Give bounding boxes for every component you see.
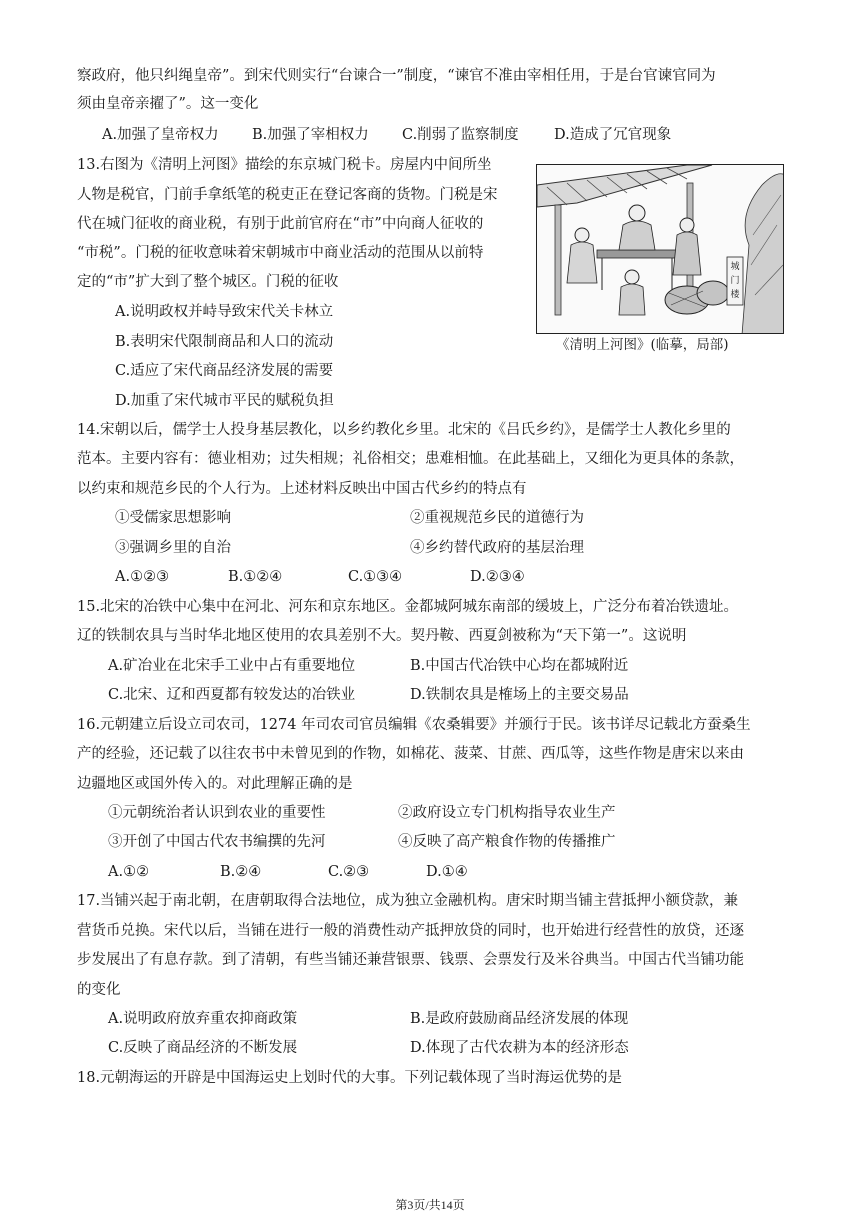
q12-stem-line-1: 察政府，他只纠绳皇帝”。到宋代则实行“台谏合一”制度，“谏官不准由宰相任用，于是台官谏官同为 (77, 68, 716, 84)
q16-stem-line-2: 产的经验，还记载了以往农书中未曾见到的作物，如棉花、菠菜、甘蔗、西瓜等，这些作物是唐宋以来由 (77, 746, 744, 762)
q13-stem-line-4: “市税”。门税的征收意味着宋朝城市中商业活动的范围从以前特 (77, 245, 484, 261)
q12-stem-line-2: 须由皇帝亲擢了”。这一变化 (77, 96, 259, 112)
q14-stem-line-3: 以约束和规范乡民的个人行为。上述材料反映出中国古代乡约的特点有 (77, 481, 527, 497)
qingming-painting-illustration (537, 165, 784, 334)
q18-stem-line-1: 18.元朝海运的开辟是中国海运史上划时代的大事。下列记载体现了当时海运优势的是 (77, 1070, 623, 1086)
q17-option-c: C.反映了商品经济的不断发展 (108, 1040, 298, 1056)
q14-option-a: A.①②③ (115, 569, 170, 585)
q15-option-b: B.中国古代冶铁中心均在都城附近 (410, 658, 629, 674)
q13-option-d: D.加重了宋代城市平民的赋税负担 (115, 393, 334, 409)
q13-stem-line-5: 定的“市”扩大到了整个城区。门税的征收 (77, 274, 339, 290)
figure-caption: 《清明上河图》(临摹，局部) (556, 337, 729, 353)
q17-option-a: A.说明政府放弃重农抑商政策 (108, 1011, 298, 1027)
q16-stem-line-3: 边疆地区或国外传入的。对此理解正确的是 (77, 776, 353, 792)
q15-option-d: D.铁制农具是榷场上的主要交易品 (410, 687, 629, 703)
q14-stem-line-2: 范本。主要内容有：德业相劝；过失相规；礼俗相交；患难相恤。在此基础上，又细化为更具体的条款， (77, 451, 744, 467)
q12-option-c: C.削弱了监察制度 (402, 127, 519, 143)
q15-option-c: C.北宋、辽和西夏都有较发达的冶铁业 (108, 687, 356, 703)
q15-stem-line-1: 15.北宋的冶铁中心集中在河北、河东和京东地区。金都城阿城东南部的缓坡上，广泛分布着冶铁遗址。 (77, 599, 739, 615)
q16-option-c: C.②③ (328, 864, 370, 880)
q16-stem-line-1: 16.元朝建立后设立司农司，1274 年司农司官员编辑《农桑辑要》并颁行于民。该书详尽记载北方蚕桑生 (77, 717, 751, 733)
q17-stem-line-4: 的变化 (77, 982, 121, 998)
gate-label-char-3: 楼 (730, 290, 740, 300)
q14-item-2: ②重视规范乡民的道德行为 (410, 510, 584, 526)
q16-item-2: ②政府设立专门机构指导农业生产 (398, 805, 616, 821)
q13-stem-line-3: 代在城门征收的商业税，有别于此前官府在“市”中向商人征收的 (77, 216, 484, 232)
q12-option-b: B.加强了宰相权力 (252, 127, 369, 143)
gate-label-char-2: 门 (730, 276, 740, 286)
q14-option-d: D.②③④ (470, 569, 525, 585)
qingming-painting-figure (536, 164, 784, 334)
q12-option-d: D.造成了冗官现象 (554, 127, 672, 143)
q17-stem-line-2: 营货币兑换。宋代以后，当铺在进行一般的消费性动产抵押放贷的同时，也开始进行经营性的放贷，还逐 (77, 923, 744, 939)
q16-option-a: A.①② (108, 864, 150, 880)
q16-item-4: ④反映了高产粮食作物的传播推广 (398, 834, 616, 850)
q16-option-d: D.①④ (426, 864, 468, 880)
q15-stem-line-2: 辽的铁制农具与当时华北地区使用的农具差别不大。契丹鞍、西夏剑被称为“天下第一”。这说明 (77, 628, 687, 644)
q14-option-b: B.①②④ (228, 569, 283, 585)
q14-item-1: ①受儒家思想影响 (115, 510, 231, 526)
q15-option-a: A.矿冶业在北宋手工业中占有重要地位 (108, 658, 356, 674)
q13-stem-line-2: 人物是税官，门前手拿纸笔的税吏正在登记客商的货物。门税是宋 (77, 187, 498, 203)
q13-option-c: C.适应了宋代商品经济发展的需要 (115, 363, 334, 379)
q16-item-1: ①元朝统治者认识到农业的重要性 (108, 805, 326, 821)
q17-stem-line-3: 步发展出了有息存款。到了清朝，有些当铺还兼营银票、钱票、会票发行及米谷典当。中国古代当铺功能 (77, 952, 744, 968)
q16-option-b: B.②④ (220, 864, 262, 880)
gate-label-char-1: 城 (730, 262, 740, 272)
page-number: 第3页/共14页 (395, 1198, 465, 1212)
q14-item-4: ④乡约替代政府的基层治理 (410, 540, 584, 556)
q13-stem-line-1: 13.右图为《清明上河图》描绘的东京城门税卡。房屋内中间所坐 (77, 157, 492, 173)
q17-option-d: D.体现了古代农耕为本的经济形态 (410, 1040, 629, 1056)
q17-option-b: B.是政府鼓励商品经济发展的体现 (410, 1011, 629, 1027)
q16-item-3: ③开创了中国古代农书编撰的先河 (108, 834, 326, 850)
q12-option-a: A.加强了皇帝权力 (102, 127, 219, 143)
q14-option-c: C.①③④ (348, 569, 403, 585)
q13-option-a: A.说明政权并峙导致宋代关卡林立 (115, 304, 334, 320)
q13-option-b: B.表明宋代限制商品和人口的流动 (115, 334, 334, 350)
q14-item-3: ③强调乡里的自治 (115, 540, 231, 556)
q14-stem-line-1: 14.宋朝以后，儒学士人投身基层教化，以乡约教化乡里。北宋的《吕氏乡约》，是儒学士人教化乡里的 (77, 422, 731, 438)
q17-stem-line-1: 17.当铺兴起于南北朝，在唐朝取得合法地位，成为独立金融机构。唐宋时期当铺主营抵押小额贷款，兼 (77, 893, 739, 909)
